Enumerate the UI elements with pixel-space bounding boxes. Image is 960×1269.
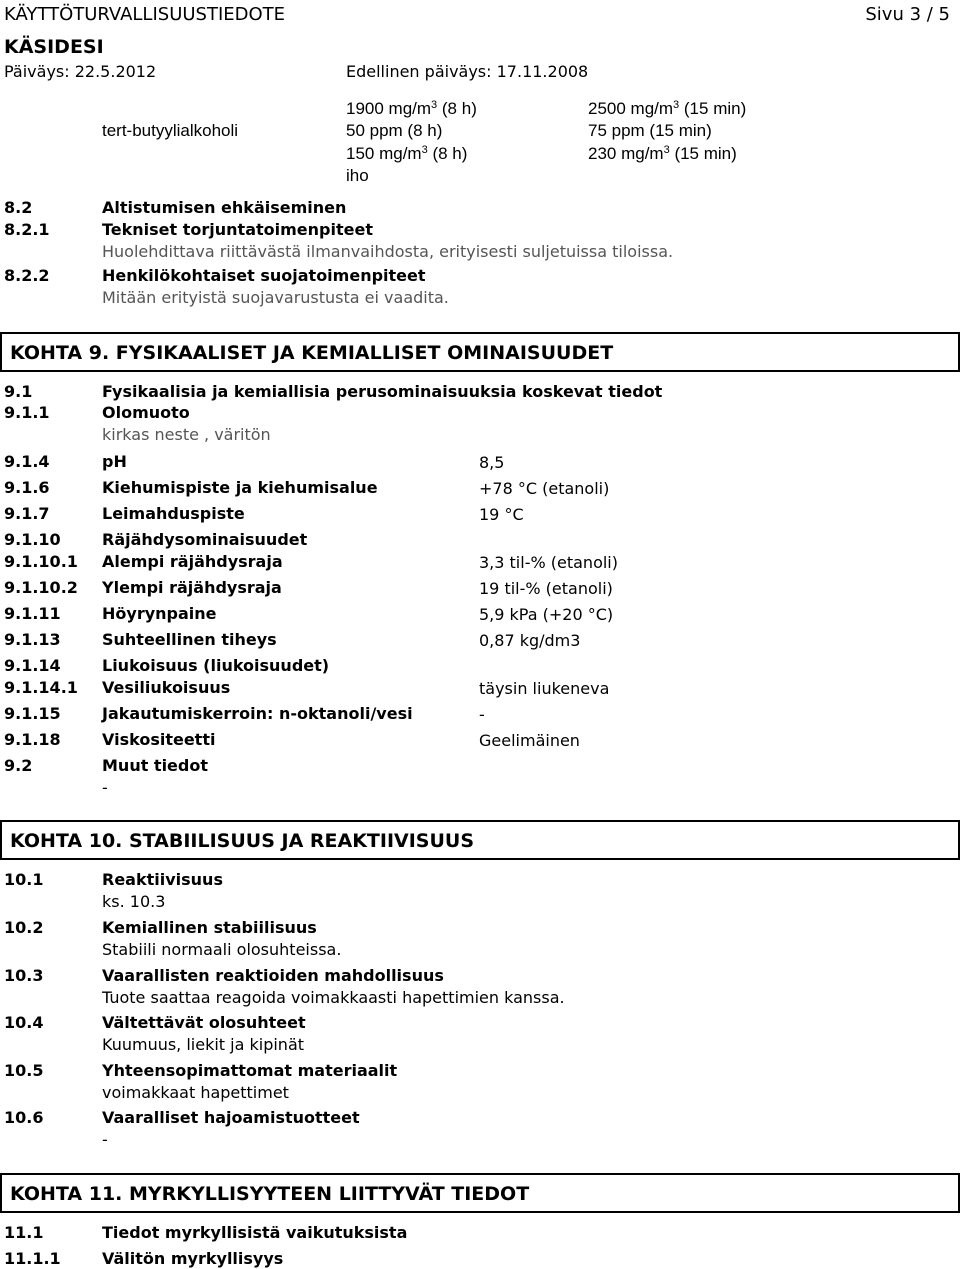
section-text: Huolehdittava riittävästä ilmanvaihdosta, erityisesti suljetuissa tiloissa. [102,242,674,261]
section-9-heading-box [0,332,960,372]
section-title: Tiedot myrkyllisistä vaikutuksista [102,1223,408,1242]
property-label: Suhteellinen tiheys [102,630,277,649]
property-number: 9.1.13 [4,630,61,649]
property-value: Geelimäinen [479,731,580,750]
section-title: Henkilökohtaiset suojatoimenpiteet [102,266,426,285]
section-title: Reaktiivisuus [102,870,223,889]
product-name: KÄSIDESI [4,36,104,58]
limit-8h-mg-2: 150 $mg/m^3$ (8 h) [346,144,468,163]
section-11-heading: KOHTA 11. MYRKYLLISYYTEEN LIITTYVÄT TIEDOT [10,1183,530,1205]
section-number: 10.1 [4,870,44,889]
section-number: 11.1 [4,1223,44,1242]
property-value: 19 til-% (etanoli) [479,579,613,598]
property-number: 9.1.10.2 [4,578,78,597]
substance-name: tert-butyylialkoholi [102,121,239,140]
section-10-heading: KOHTA 10. STABIILISUUS JA REAKTIIVISUUS [10,830,475,852]
section-number: 9.1.1 [4,403,50,422]
section-title: Tekniset torjuntatoimenpiteet [102,220,373,239]
property-label: Alempi räjähdysraja [102,552,283,571]
section-text: Kuumuus, liekit ja kipinät [102,1035,305,1054]
section-text: Mitään erityistä suojavarustusta ei vaadita. [102,288,449,307]
property-value: 19 °C [479,505,524,524]
section-text: ks. 10.3 [102,892,166,911]
section-number: 10.6 [4,1108,44,1127]
property-value: 8,5 [479,453,505,472]
section-title: Vältettävät olosuhteet [102,1013,306,1032]
property-label: Kiehumispiste ja kiehumisalue [102,478,378,497]
section-text: Tuote saattaa reagoida voimakkaasti hapettimien kanssa. [102,988,565,1007]
section-number: 10.3 [4,966,44,985]
section-number: 10.5 [4,1061,44,1080]
limit-15min-ppm: 75 ppm (15 min) [588,121,712,140]
section-title: Muut tiedot [102,756,208,775]
section-number: 8.2.1 [4,220,50,239]
section-title: Yhteensopimattomat materiaalit [102,1061,398,1080]
property-label: Liukoisuus (liukoisuudet) [102,656,330,675]
section-number: 9.1 [4,382,33,401]
property-label: Vesiliukoisuus [102,678,231,697]
date: Päiväys: 22.5.2012 [4,62,157,81]
section-number: 10.4 [4,1013,44,1032]
property-label: Jakautumiskerroin: n-oktanoli/vesi [102,704,413,723]
section-10-heading-box [0,820,960,860]
section-11-heading-box [0,1173,960,1213]
section-9-heading: KOHTA 9. FYSIKAALISET JA KEMIALLISET OMINAISUUDET [10,342,614,364]
page-number: Sivu 3 / 5 [865,4,950,25]
section-title: Vaaralliset hajoamistuotteet [102,1108,360,1127]
property-value: 5,9 kPa (+20 °C) [479,605,614,624]
property-label: pH [102,452,127,471]
section-title: Vaarallisten reaktioiden mahdollisuus [102,966,444,985]
property-number: 9.1.14.1 [4,678,78,697]
section-title: Välitön myrkyllisyys [102,1249,284,1268]
property-value: täysin liukeneva [479,679,610,698]
limit-15min-mg: 2500 $mg/m^3$ (15 min) [588,99,747,118]
skin-notation: iho [346,166,369,185]
section-number: 8.2.2 [4,266,50,285]
property-number: 9.1.6 [4,478,50,497]
property-label: Ylempi räjähdysraja [102,578,282,597]
property-number: 9.1.7 [4,504,50,523]
section-text: voimakkaat hapettimet [102,1083,289,1102]
property-number: 9.1.18 [4,730,61,749]
limit-8h-ppm: 50 ppm (8 h) [346,121,443,140]
section-number: 10.2 [4,918,44,937]
property-label: Viskositeetti [102,730,216,749]
property-number: 9.1.14 [4,656,61,675]
document-title: KÄYTTÖTURVALLISUUSTIEDOTE [4,4,286,25]
property-label: Höyrynpaine [102,604,217,623]
property-number: 9.1.4 [4,452,50,471]
previous-date: Edellinen päiväys: 17.11.2008 [346,62,589,81]
property-number: 9.1.15 [4,704,61,723]
property-value: 0,87 kg/dm3 [479,631,581,650]
section-title: Kemiallinen stabiilisuus [102,918,317,937]
property-number: 9.1.11 [4,604,61,623]
section-text: - [102,778,108,797]
limit-15min-mg-2: 230 $mg/m^3$ (15 min) [588,144,737,163]
section-text: kirkas neste , väritön [102,425,271,444]
section-title: Olomuoto [102,403,190,422]
property-label: Leimahduspiste [102,504,245,523]
property-value: 3,3 til-% (etanoli) [479,553,618,572]
property-value: +78 °C (etanoli) [479,479,610,498]
property-label: Räjähdysominaisuudet [102,530,308,549]
property-value: - [479,705,485,724]
section-text: - [102,1130,108,1149]
property-number: 9.1.10.1 [4,552,78,571]
limit-8h-mg: 1900 $mg/m^3$ (8 h) [346,99,477,118]
section-title: Altistumisen ehkäiseminen [102,198,347,217]
section-title: Fysikaalisia ja kemiallisia perusominaisuuksia koskevat tiedot [102,382,663,401]
section-number: 8.2 [4,198,33,217]
property-number: 9.1.10 [4,530,61,549]
section-text: Stabiili normaali olosuhteissa. [102,940,342,959]
section-number: 9.2 [4,756,33,775]
section-number: 11.1.1 [4,1249,61,1268]
